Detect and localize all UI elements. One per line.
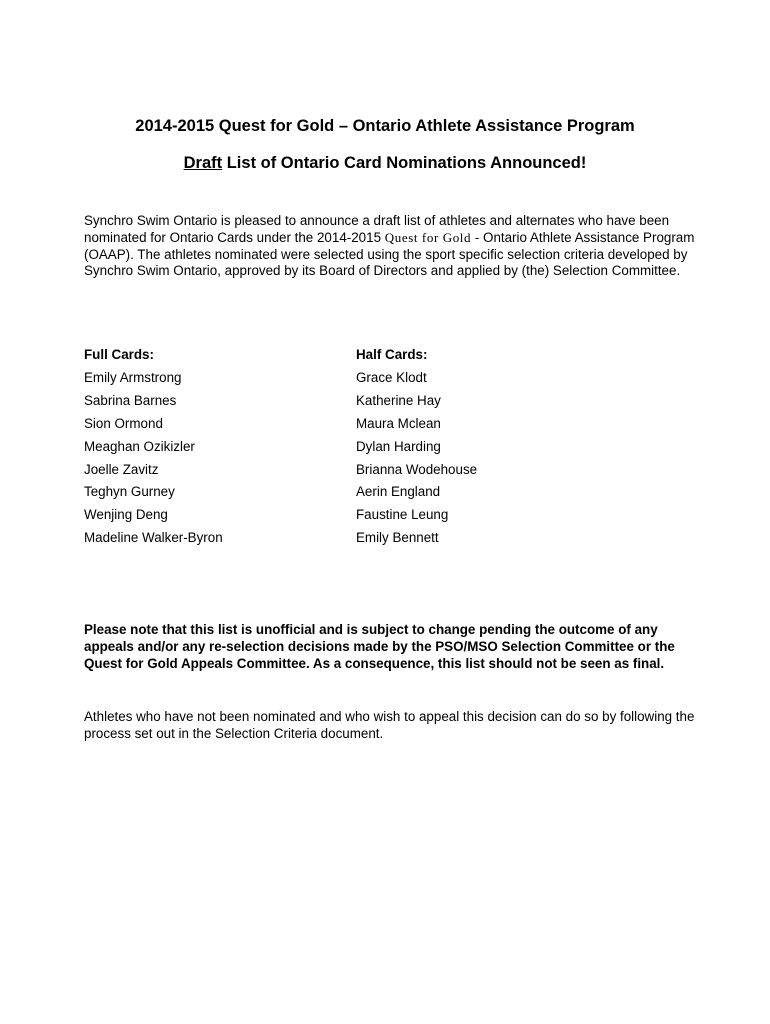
document-title: 2014-2015 Quest for Gold – Ontario Athlete Assistance Program bbox=[135, 117, 635, 135]
half-card-athlete: Aerin England bbox=[356, 484, 441, 500]
intro-text-1: Synchro Swim Ontario is pleased to announce a draft list of athletes and alternates who have been nominated for Ontario Cards under the 2014-2015 bbox=[84, 213, 670, 245]
full-card-athlete: Joelle Zavitz bbox=[84, 461, 159, 477]
full-card-athlete: Teghyn Gurney bbox=[84, 484, 175, 500]
intro-text-2: - Ontario Athlete Assistance Program (OAAP). The athletes nominated were selected using the sport specific selection criteria developed by Synchro Swim Ontario, approved by its Board of Directors and applied by (the) Selection Committee. bbox=[84, 229, 695, 279]
full-cards-heading: Full Cards: bbox=[84, 347, 154, 362]
full-card-athlete: Meaghan Ozikizler bbox=[84, 438, 195, 454]
full-card-athlete: Emily Armstrong bbox=[84, 370, 182, 385]
half-card-athlete: Faustine Leung bbox=[356, 507, 449, 523]
intro-program-name: Quest for Gold bbox=[384, 229, 472, 245]
full-card-athlete: Sabrina Barnes bbox=[84, 392, 177, 408]
full-card-athlete: Sion Ormond bbox=[84, 415, 163, 431]
half-card-athlete: Emily Bennett bbox=[356, 530, 439, 546]
draft-label: Draft bbox=[183, 154, 223, 172]
appeal-paragraph: Athletes who have not been nominated and who wish to appeal this decision can do so by following the process set out in the Selection Criteria document. bbox=[84, 709, 695, 741]
full-card-athlete: Madeline Walker-Byron bbox=[84, 530, 223, 546]
half-card-athlete: Katherine Hay bbox=[356, 392, 441, 408]
document-subtitle bbox=[0, 154, 770, 173]
unofficial-notice: Please note that this list is unofficial and is subject to change pending the outcome of any appeals and/or any re-selection decisions made by the PSO/MSO Selection Committee or the Quest for Gold Appeals Committee. As a consequence, this list should not be seen as final. bbox=[84, 622, 675, 672]
intro-paragraph bbox=[84, 213, 699, 280]
half-card-athlete: Brianna Wodehouse bbox=[356, 461, 478, 477]
half-cards-heading: Half Cards: bbox=[356, 347, 428, 362]
full-cards-list bbox=[84, 346, 334, 552]
half-card-athlete: Grace Klodt bbox=[356, 370, 427, 385]
half-card-athlete: Dylan Harding bbox=[356, 438, 441, 454]
subtitle-text: List of Ontario Card Nominations Announced! bbox=[222, 154, 587, 172]
half-cards-list bbox=[356, 346, 606, 552]
half-card-athlete: Maura Mclean bbox=[356, 415, 441, 431]
full-card-athlete: Wenjing Deng bbox=[84, 507, 168, 523]
